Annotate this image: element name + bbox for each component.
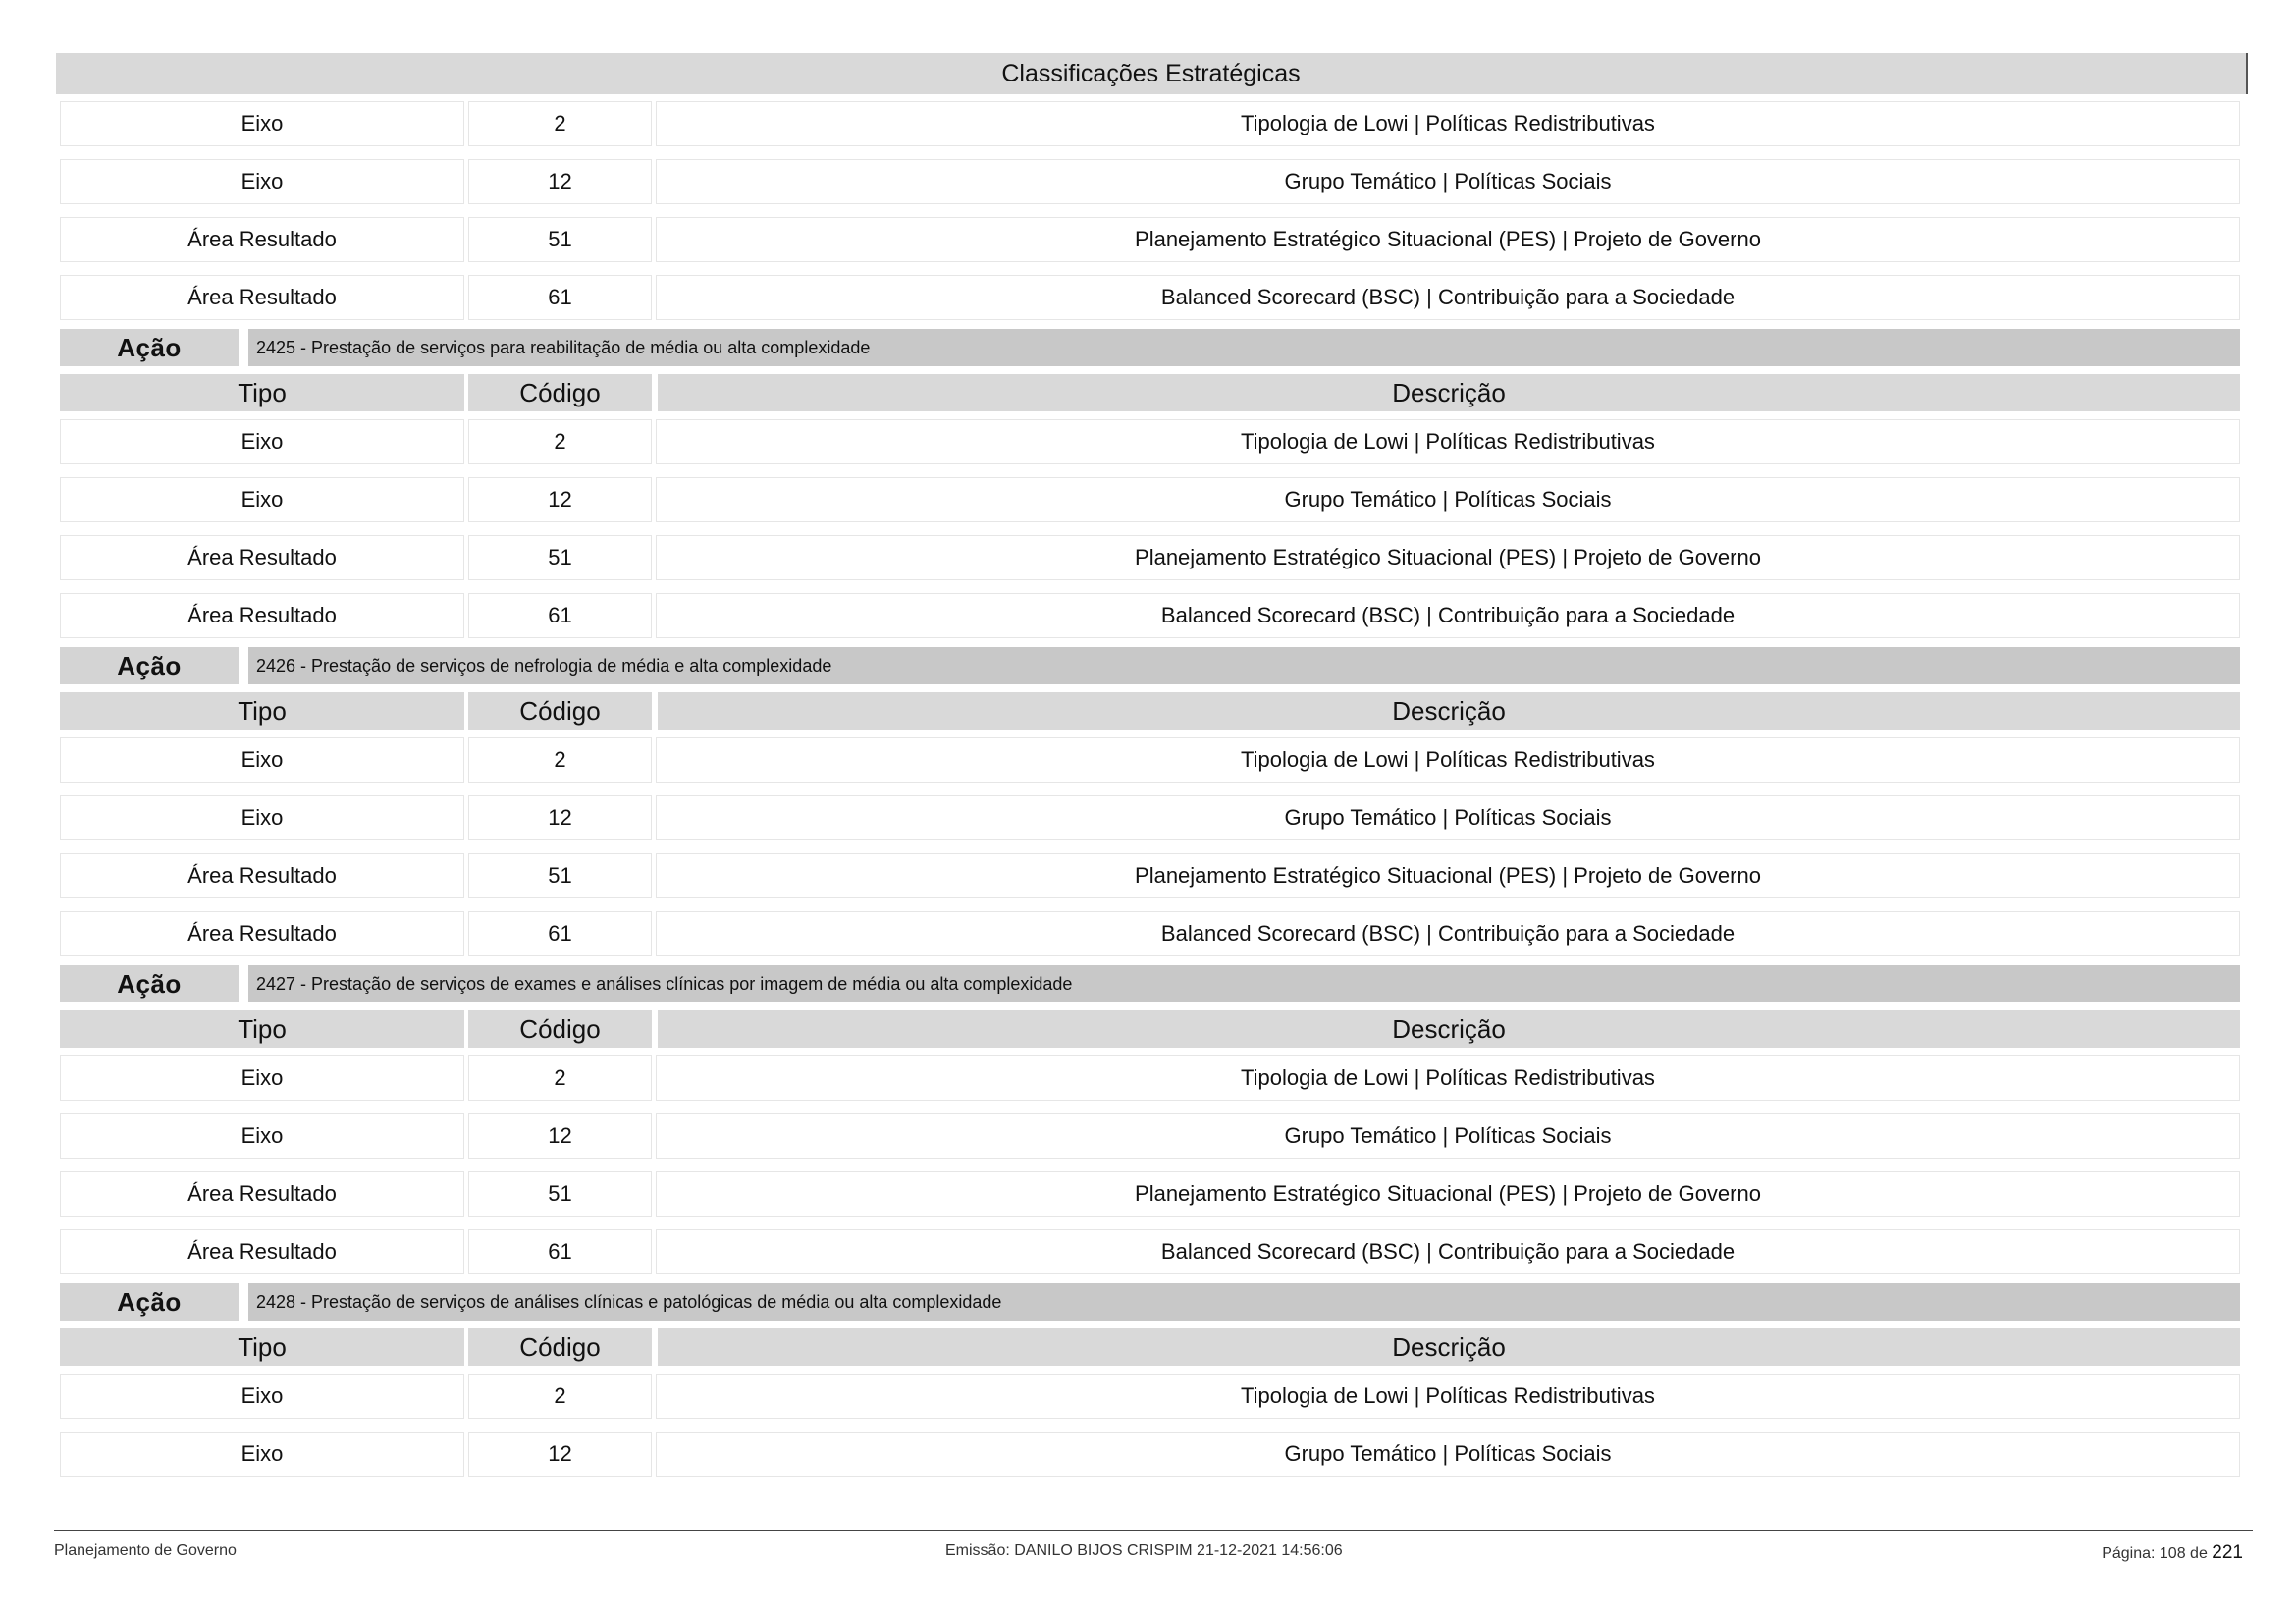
table-row <box>56 1171 2248 1217</box>
page-total: 221 <box>2212 1542 2243 1563</box>
cell-codigo: 2 <box>468 1374 652 1419</box>
cell-tipo: Área Resultado <box>60 1229 464 1274</box>
header-codigo: Código <box>468 1328 652 1366</box>
cell-descricao: Balanced Scorecard (BSC) | Contribuição para a Sociedade <box>656 1229 2240 1274</box>
header-tipo: Tipo <box>60 374 464 411</box>
cell-codigo: 2 <box>468 101 652 146</box>
cell-descricao: Grupo Temático | Políticas Sociais <box>656 1113 2240 1159</box>
cell-tipo: Eixo <box>60 737 464 783</box>
cell-tipo: Área Resultado <box>60 911 464 956</box>
page-prefix: Página: 108 de <box>2102 1545 2208 1562</box>
cell-tipo: Eixo <box>60 1055 464 1101</box>
footer-app-name: Planejamento de Governo <box>54 1542 237 1559</box>
acao-label: Ação <box>60 1283 239 1321</box>
acao-header <box>56 1283 2248 1321</box>
table-row <box>56 1055 2248 1101</box>
table-row <box>56 853 2248 898</box>
cell-codigo: 12 <box>468 159 652 204</box>
cell-descricao: Planejamento Estratégico Situacional (PES) | Projeto de Governo <box>656 853 2240 898</box>
cell-descricao: Planejamento Estratégico Situacional (PES) | Projeto de Governo <box>656 217 2240 262</box>
cell-descricao: Balanced Scorecard (BSC) | Contribuição para a Sociedade <box>656 593 2240 638</box>
cell-descricao: Tipologia de Lowi | Políticas Redistributivas <box>656 1374 2240 1419</box>
cell-descricao: Tipologia de Lowi | Políticas Redistributivas <box>656 737 2240 783</box>
acao-description: 2427 - Prestação de serviços de exames e análises clínicas por imagem de média ou alta complexidade <box>248 965 2240 1002</box>
table-row <box>56 593 2248 638</box>
acao-description: 2425 - Prestação de serviços para reabilitação de média ou alta complexidade <box>248 329 2240 366</box>
table-header <box>56 692 2248 730</box>
header-tipo: Tipo <box>60 1010 464 1048</box>
header-descricao: Descrição <box>658 374 2240 411</box>
acao-label: Ação <box>60 329 239 366</box>
cell-codigo: 51 <box>468 535 652 580</box>
cell-descricao: Planejamento Estratégico Situacional (PES) | Projeto de Governo <box>656 1171 2240 1217</box>
cell-codigo: 51 <box>468 217 652 262</box>
cell-descricao: Balanced Scorecard (BSC) | Contribuição para a Sociedade <box>656 275 2240 320</box>
cell-codigo: 61 <box>468 911 652 956</box>
cell-descricao: Grupo Temático | Políticas Sociais <box>656 477 2240 522</box>
cell-tipo: Área Resultado <box>60 275 464 320</box>
cell-tipo: Eixo <box>60 1432 464 1477</box>
cell-codigo: 2 <box>468 1055 652 1101</box>
cell-descricao: Balanced Scorecard (BSC) | Contribuição para a Sociedade <box>656 911 2240 956</box>
table-row <box>56 535 2248 580</box>
cell-descricao: Planejamento Estratégico Situacional (PES) | Projeto de Governo <box>656 535 2240 580</box>
cell-tipo: Área Resultado <box>60 593 464 638</box>
footer-emission: Emissão: DANILO BIJOS CRISPIM 21-12-2021 14:56:06 <box>945 1542 1343 1559</box>
table-row <box>56 217 2248 262</box>
acao-header <box>56 965 2248 1002</box>
acao-header <box>56 329 2248 366</box>
cell-tipo: Eixo <box>60 795 464 840</box>
cell-codigo: 12 <box>468 795 652 840</box>
table-row <box>56 1374 2248 1419</box>
table-row <box>56 1229 2248 1274</box>
cell-tipo: Área Resultado <box>60 853 464 898</box>
cell-descricao: Tipologia de Lowi | Políticas Redistributivas <box>656 419 2240 464</box>
cell-tipo: Eixo <box>60 159 464 204</box>
cell-tipo: Área Resultado <box>60 1171 464 1217</box>
section-title: Classificações Estratégicas <box>56 53 2248 94</box>
cell-codigo: 12 <box>468 1432 652 1477</box>
table-header <box>56 1010 2248 1048</box>
cell-descricao: Grupo Temático | Políticas Sociais <box>656 795 2240 840</box>
acao-description: 2426 - Prestação de serviços de nefrologia de média e alta complexidade <box>248 647 2240 684</box>
cell-descricao: Grupo Temático | Políticas Sociais <box>656 1432 2240 1477</box>
table-row <box>56 911 2248 956</box>
table-row <box>56 419 2248 464</box>
cell-codigo: 51 <box>468 1171 652 1217</box>
cell-tipo: Área Resultado <box>60 217 464 262</box>
page-footer <box>54 1530 2253 1570</box>
header-codigo: Código <box>468 692 652 730</box>
cell-codigo: 2 <box>468 419 652 464</box>
cell-descricao: Tipologia de Lowi | Políticas Redistributivas <box>656 101 2240 146</box>
header-descricao: Descrição <box>658 1010 2240 1048</box>
cell-codigo: 51 <box>468 853 652 898</box>
header-tipo: Tipo <box>60 1328 464 1366</box>
acao-label: Ação <box>60 647 239 684</box>
table-row <box>56 101 2248 146</box>
cell-codigo: 12 <box>468 1113 652 1159</box>
table-row <box>56 795 2248 840</box>
cell-codigo: 12 <box>468 477 652 522</box>
cell-tipo: Eixo <box>60 419 464 464</box>
header-codigo: Código <box>468 374 652 411</box>
acao-header <box>56 647 2248 684</box>
table-row <box>56 1113 2248 1159</box>
acao-label: Ação <box>60 965 239 1002</box>
cell-codigo: 61 <box>468 1229 652 1274</box>
cell-descricao: Tipologia de Lowi | Políticas Redistributivas <box>656 1055 2240 1101</box>
cell-tipo: Eixo <box>60 1374 464 1419</box>
table-row <box>56 159 2248 204</box>
table-row <box>56 1432 2248 1477</box>
acao-description: 2428 - Prestação de serviços de análises clínicas e patológicas de média ou alta complexidade <box>248 1283 2240 1321</box>
table-header <box>56 1328 2248 1366</box>
cell-codigo: 61 <box>468 275 652 320</box>
header-descricao: Descrição <box>658 692 2240 730</box>
document-page <box>56 53 2248 1489</box>
table-row <box>56 477 2248 522</box>
cell-tipo: Eixo <box>60 1113 464 1159</box>
cell-codigo: 2 <box>468 737 652 783</box>
header-descricao: Descrição <box>658 1328 2240 1366</box>
cell-tipo: Eixo <box>60 477 464 522</box>
table-row <box>56 275 2248 320</box>
cell-codigo: 61 <box>468 593 652 638</box>
table-row <box>56 737 2248 783</box>
header-codigo: Código <box>468 1010 652 1048</box>
footer-pagination <box>2102 1542 2243 1564</box>
cell-descricao: Grupo Temático | Políticas Sociais <box>656 159 2240 204</box>
cell-tipo: Área Resultado <box>60 535 464 580</box>
cell-tipo: Eixo <box>60 101 464 146</box>
table-header <box>56 374 2248 411</box>
header-tipo: Tipo <box>60 692 464 730</box>
